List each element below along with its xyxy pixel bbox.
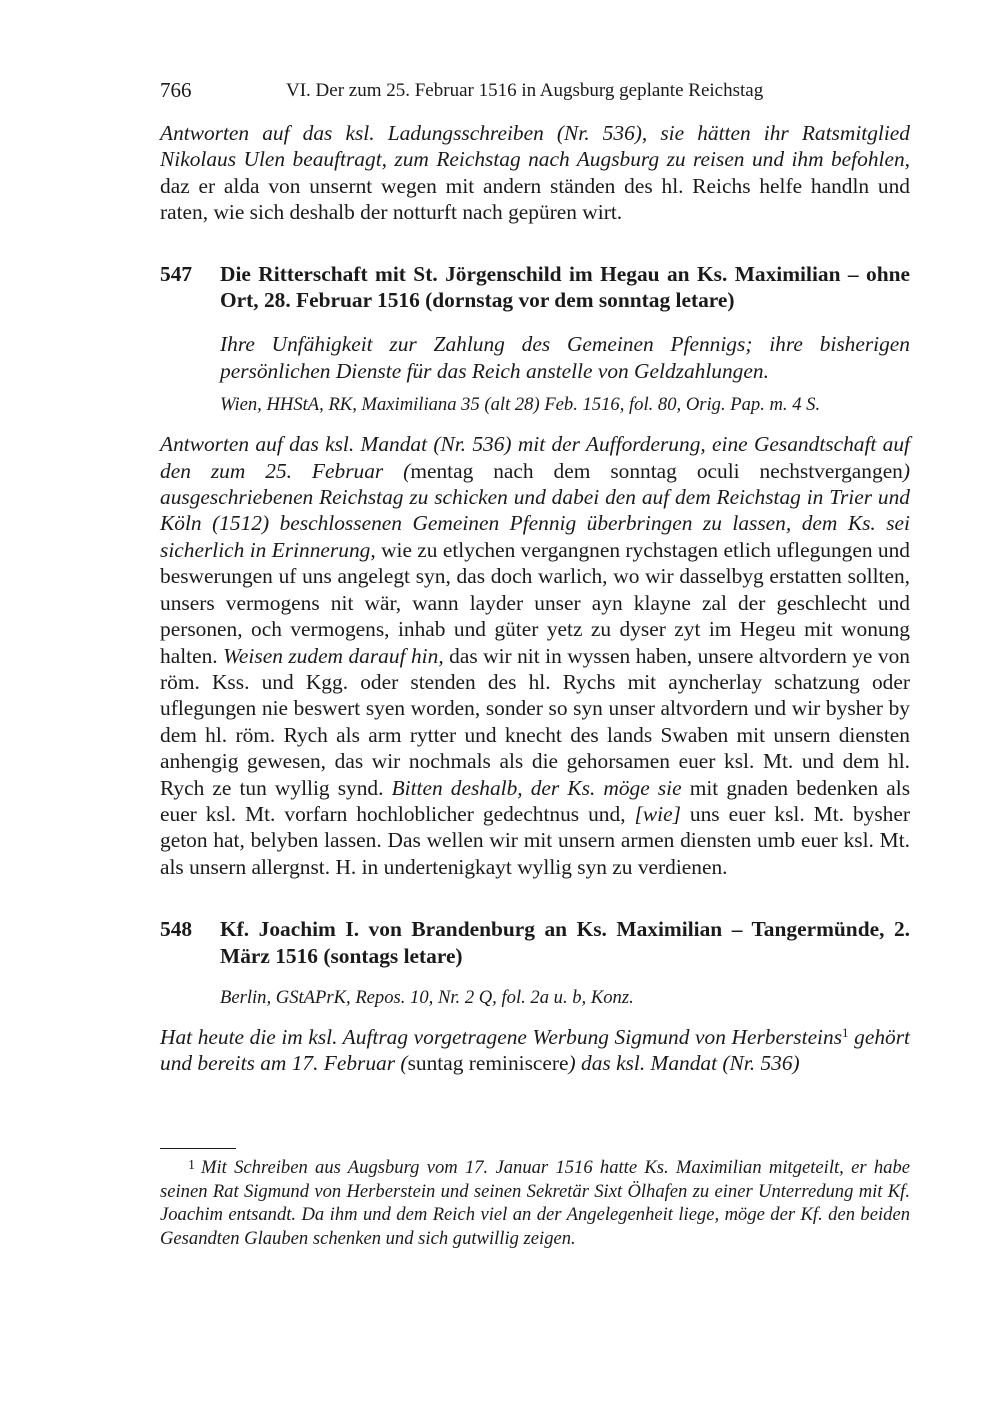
body-548-s4: ) das ksl. Mandat (Nr. 536): [568, 1051, 800, 1076]
running-title: VI. Der zum 25. Februar 1516 in Augsburg geplante Reichstag: [286, 80, 764, 101]
body-547-s4: wie zu etlychen vergangnen rychstagen etlich uflegungen und beswerungen uf uns angelegt syn, das doch warlich, wo wir dasselbyg erstatten sollten, unsers vermogens nit wär, wann layder unser ayn klayne zal der geschlecht und personen, och vermogens, inhab und güter yetz zu dyser zyt im Hegeu mit wonung halten.: [160, 537, 910, 668]
entry-547-title: Die Ritterschaft mit St. Jörgenschild im Hegau an Ks. Maximilian – ohne Ort, 28. Februar 1516 (dornstag vor dem sonntag letare): [220, 261, 910, 313]
footnote: [160, 1154, 910, 1250]
body-547-s5: Weisen zudem darauf hin,: [223, 643, 444, 668]
running-header: [160, 78, 910, 108]
footnote-text: Mit Schreiben aus Augsburg vom 17. Januar 1516 hatte Ks. Maximilian mitgeteilt, er habe seinen Rat Sigmund von Herberstein und seinen Sekretär Sixt Ölhafen zu einer Unterredung mit Kf. Joachim entsandt. Da ihm und dem Reich viel an der Angelegenheit liege, möge der Kf. den beiden Gesandten Glauben schenken und sich gutwillig zeigen.: [160, 1157, 910, 1249]
entry-547-body: [160, 431, 910, 880]
body-548-s3: suntag reminiscere: [407, 1051, 569, 1076]
body-547-s3: ) ausgeschriebenen Reichstag zu schicken und dabei den auf dem Reichstag in Trier und Köln (1512) beschlossenen Gemeinen Pfennig überbringen zu lassen, dem Ks. sei sicherlich in Erinnerung,: [160, 458, 911, 562]
entry-548-source: Berlin, GStAPrK, Repos. 10, Nr. 2 Q, fol. 2a u. b, Konz.: [220, 986, 634, 1008]
footnote-divider: [160, 1148, 236, 1149]
intro-paragraph: [160, 120, 910, 226]
body-548-s1: Hat heute die im ksl. Auftrag vorgetragene Werbung Sigmund von Herbersteins: [160, 1024, 843, 1049]
entry-547-source: Wien, HHStA, RK, Maximiliana 35 (alt 28) Feb. 1516, fol. 80, Orig. Pap. m. 4 S.: [220, 394, 821, 416]
body-547-s1: Antworten auf das ksl. Mandat (Nr. 536) mit der Aufforderung, eine Gesandtschaft auf den zum 25. Februar (: [160, 432, 910, 483]
intro-quote: daz er alda von unsernt wegen mit andern ständen des hl. Reichs helfe handln und raten, wie sich deshalb der notturft nach gepüren wirt.: [160, 173, 910, 225]
page: [160, 78, 910, 1077]
body-547-s9: [wie]: [634, 801, 681, 826]
body-548-s2: gehört und bereits am 17. Februar (: [160, 1024, 910, 1076]
entry-547-number: 547: [160, 261, 193, 286]
entry-548-title: Kf. Joachim I. von Brandenburg an Ks. Maximilian – Tangermünde, 2. März 1516 (sontags letare): [220, 917, 910, 968]
body-547-s10: uns euer ksl. Mt. bysher geton hat, belyben lassen. Das wellen wir mit unsern armen diensten umb euer ksl. Mt. als unsern allergnst. H. in undertenigkayt wyllig syn zu verdienen.: [160, 801, 910, 879]
intro-italic: Antworten auf das ksl. Ladungsschreiben (Nr. 536), sie hätten ihr Ratsmitglied Nikolaus Ulen beauftragt, zum Reichstag nach Augsburg zu reisen und ihm befohlen,: [160, 121, 910, 172]
entry-547-heading: [160, 261, 910, 314]
footnote-reference[interactable]: 1: [842, 1024, 849, 1040]
body-547-s2: mentag nach dem sonntag oculi nechstvergangen: [410, 458, 903, 483]
entry-548-number: 548: [160, 917, 193, 942]
entry-547-regest: Ihre Unfähigkeit zur Zahlung des Gemeinen Pfennigs; ihre bisherigen persönlichen Dienste für das Reich anstelle von Geldzahlungen.: [220, 332, 910, 383]
body-547-s7: Bitten deshalb, der Ks. möge sie: [391, 775, 682, 800]
body-547-s8: mit gnaden bedenken als euer ksl. Mt. vorfarn hochloblicher gedechtnus und,: [160, 775, 911, 826]
page-number: 766: [160, 78, 192, 102]
entry-548-body: [160, 1024, 910, 1077]
footnote-mark: 1: [188, 1158, 195, 1173]
entry-548-heading: [160, 916, 910, 969]
body-547-s6: das wir nit in wyssen haben, unsere altvordern ye von röm. Kss. und Kgg. oder stenden des hl. Rychs mit ayncherlay schatzung oder uflegungen nie beswert syen worden, sonder so syn unser altvordern und wir bysher by dem hl. röm. Rych als arm rytter und knecht des lands Swaben mit unsern diensten anhengig gewesen, das wir nochmals als die gehorsamen euer ksl. Mt. und dem hl. Rych ze tun wyllig synd.: [160, 643, 910, 800]
